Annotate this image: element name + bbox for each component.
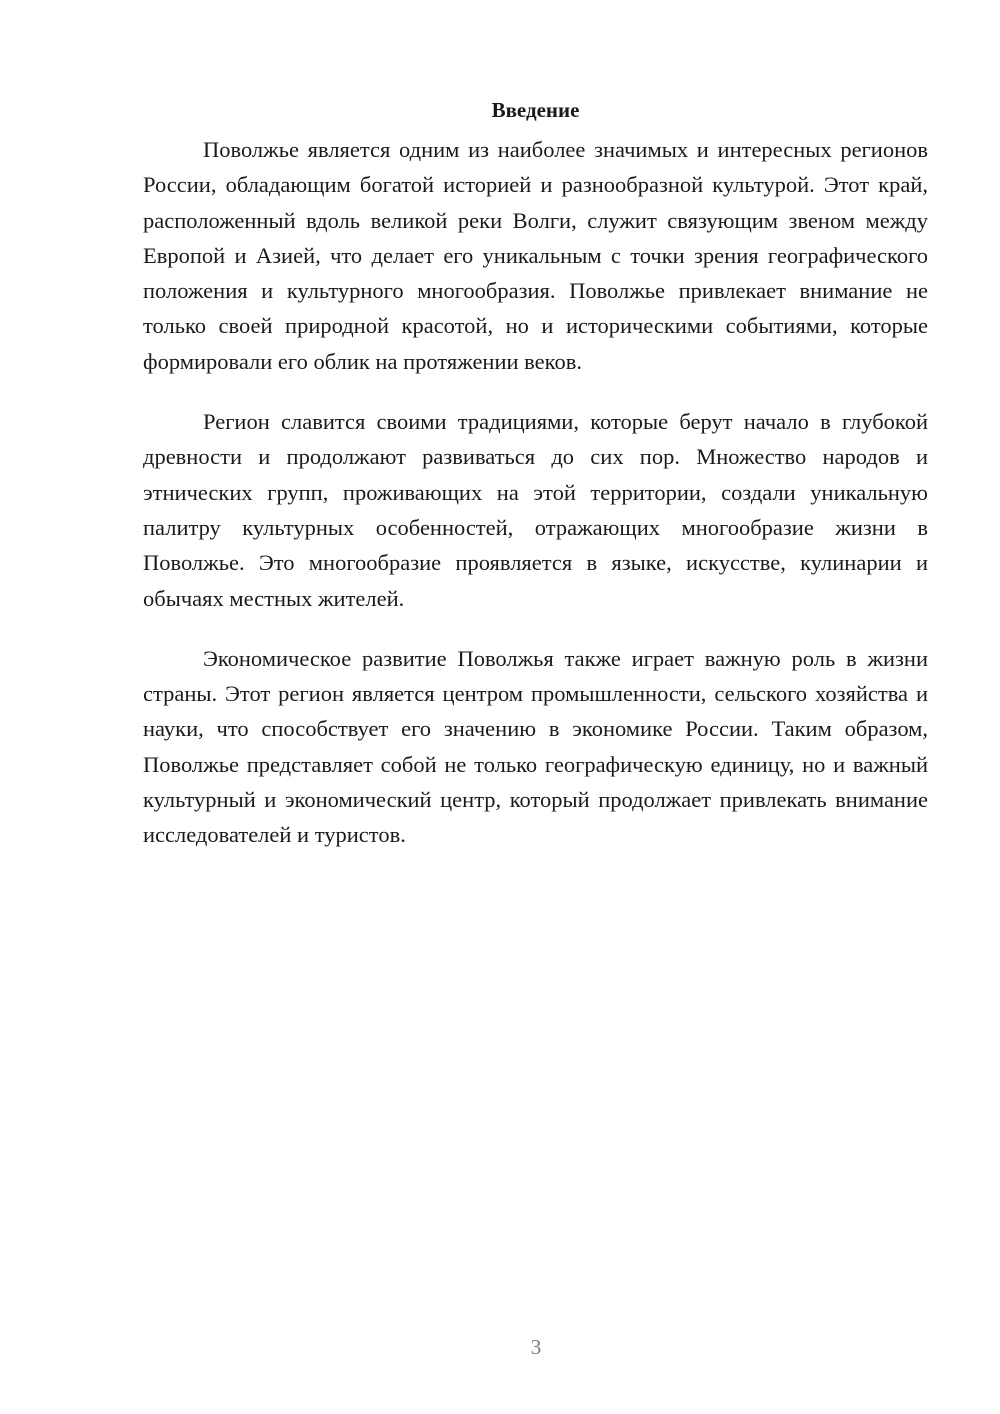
paragraph-1: Поволжье является одним из наиболее значимых и интересных регионов России, обладающим богатой историей и разнообразной культурой. Этот край, расположенный вдоль великой реки Волги, служит связующим звеном между Европой и Азией, что делает его уникальным с точки зрения географического положения и культурного многообразия. Поволжье привлекает внимание не только своей природной красотой, но и историческими событиями, которые формировали его облик на протяжении веков. (143, 137, 928, 374)
paragraph-3: Экономическое развитие Поволжья также играет важную роль в жизни страны. Этот регион является центром промышленности, сельского хозяйства и науки, что способствует его значению в экономике России. Таким образом, Поволжье представляет собой не только географическую единицу, но и важный культурный и экономический центр, который продолжает привлекать внимание исследователей и туристов. (143, 645, 928, 848)
section-heading: Введение (491, 98, 580, 122)
paragraph-2: Регион славится своими традициями, которые берут начало в глубокой древности и продолжают развиваться до сих пор. Множество народов и этнических групп, проживающих на этой территории, создали уникальную палитру культурных особенностей, отражающих многообразие жизни в Поволжье. Это многообразие проявляется в языке, искусстве, кулинарии и обычаях местных жителей. (143, 409, 928, 611)
page-number: 3 (530, 1335, 542, 1359)
page-content (143, 92, 928, 878)
